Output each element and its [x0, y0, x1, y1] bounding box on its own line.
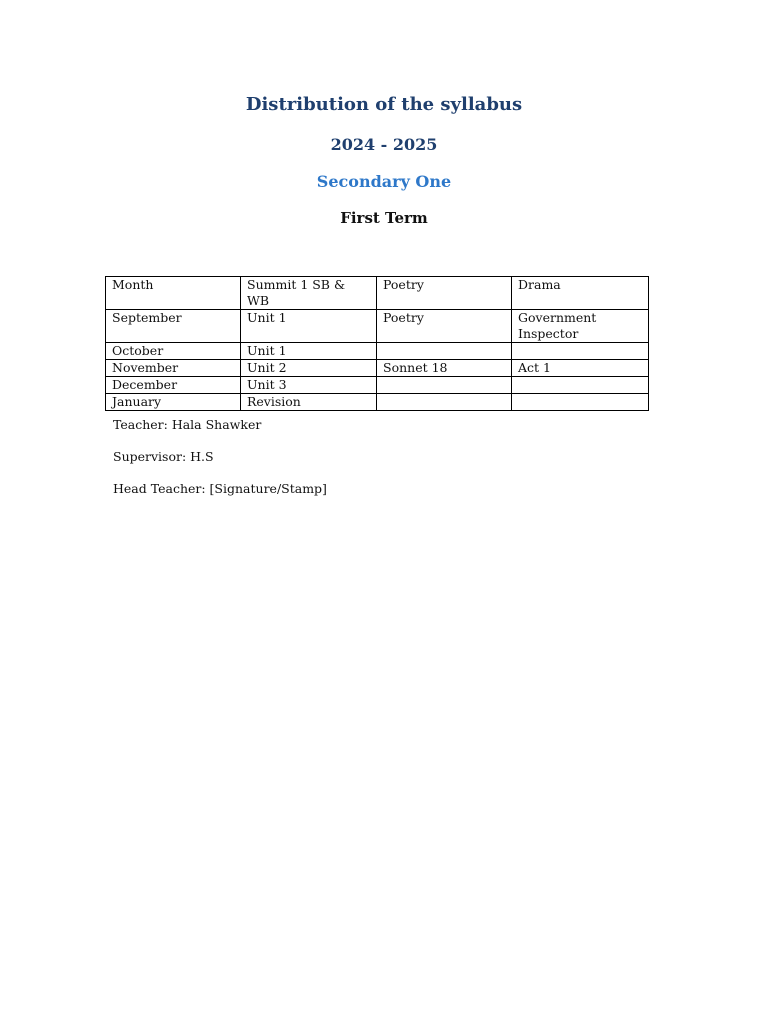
drama-cell	[512, 377, 649, 394]
header-cell-month: Month	[106, 277, 241, 310]
month-cell: December	[106, 377, 241, 394]
month-cell: September	[106, 310, 241, 343]
summit-cell: Revision	[241, 394, 377, 411]
table-row	[106, 377, 649, 394]
poetry-cell: Poetry	[377, 310, 512, 343]
summit-cell: Unit 1	[241, 343, 377, 360]
class-level: Secondary One	[316, 172, 452, 191]
poetry-cell	[377, 377, 512, 394]
summit-cell: Unit 3	[241, 377, 377, 394]
academic-year: 2024 - 2025	[330, 135, 438, 154]
summit-cell: Unit 1	[241, 310, 377, 343]
header-cell-summit: Summit 1 SB & WB	[241, 277, 377, 310]
poetry-cell	[377, 394, 512, 411]
poetry-cell	[377, 343, 512, 360]
table-header-row	[106, 277, 649, 310]
supervisor-line: Supervisor: H.S	[113, 449, 214, 464]
poetry-cell: Sonnet 18	[377, 360, 512, 377]
head-teacher-line: Head Teacher: [Signature/Stamp]	[113, 481, 327, 496]
drama-cell: Act 1	[512, 360, 649, 377]
table-row	[106, 394, 649, 411]
syllabus-table	[105, 276, 649, 411]
table-row	[106, 310, 649, 343]
month-cell: November	[106, 360, 241, 377]
month-cell: January	[106, 394, 241, 411]
teacher-line: Teacher: Hala Shawker	[113, 417, 262, 432]
header-cell-drama: Drama	[512, 277, 649, 310]
drama-cell: Government Inspector	[512, 310, 649, 343]
term-heading: First Term	[340, 209, 428, 227]
document-title: Distribution of the syllabus	[245, 94, 523, 115]
header-cell-poetry: Poetry	[377, 277, 512, 310]
summit-cell: Unit 2	[241, 360, 377, 377]
drama-cell	[512, 394, 649, 411]
month-cell: October	[106, 343, 241, 360]
table-row	[106, 360, 649, 377]
table-row	[106, 343, 649, 360]
drama-cell	[512, 343, 649, 360]
